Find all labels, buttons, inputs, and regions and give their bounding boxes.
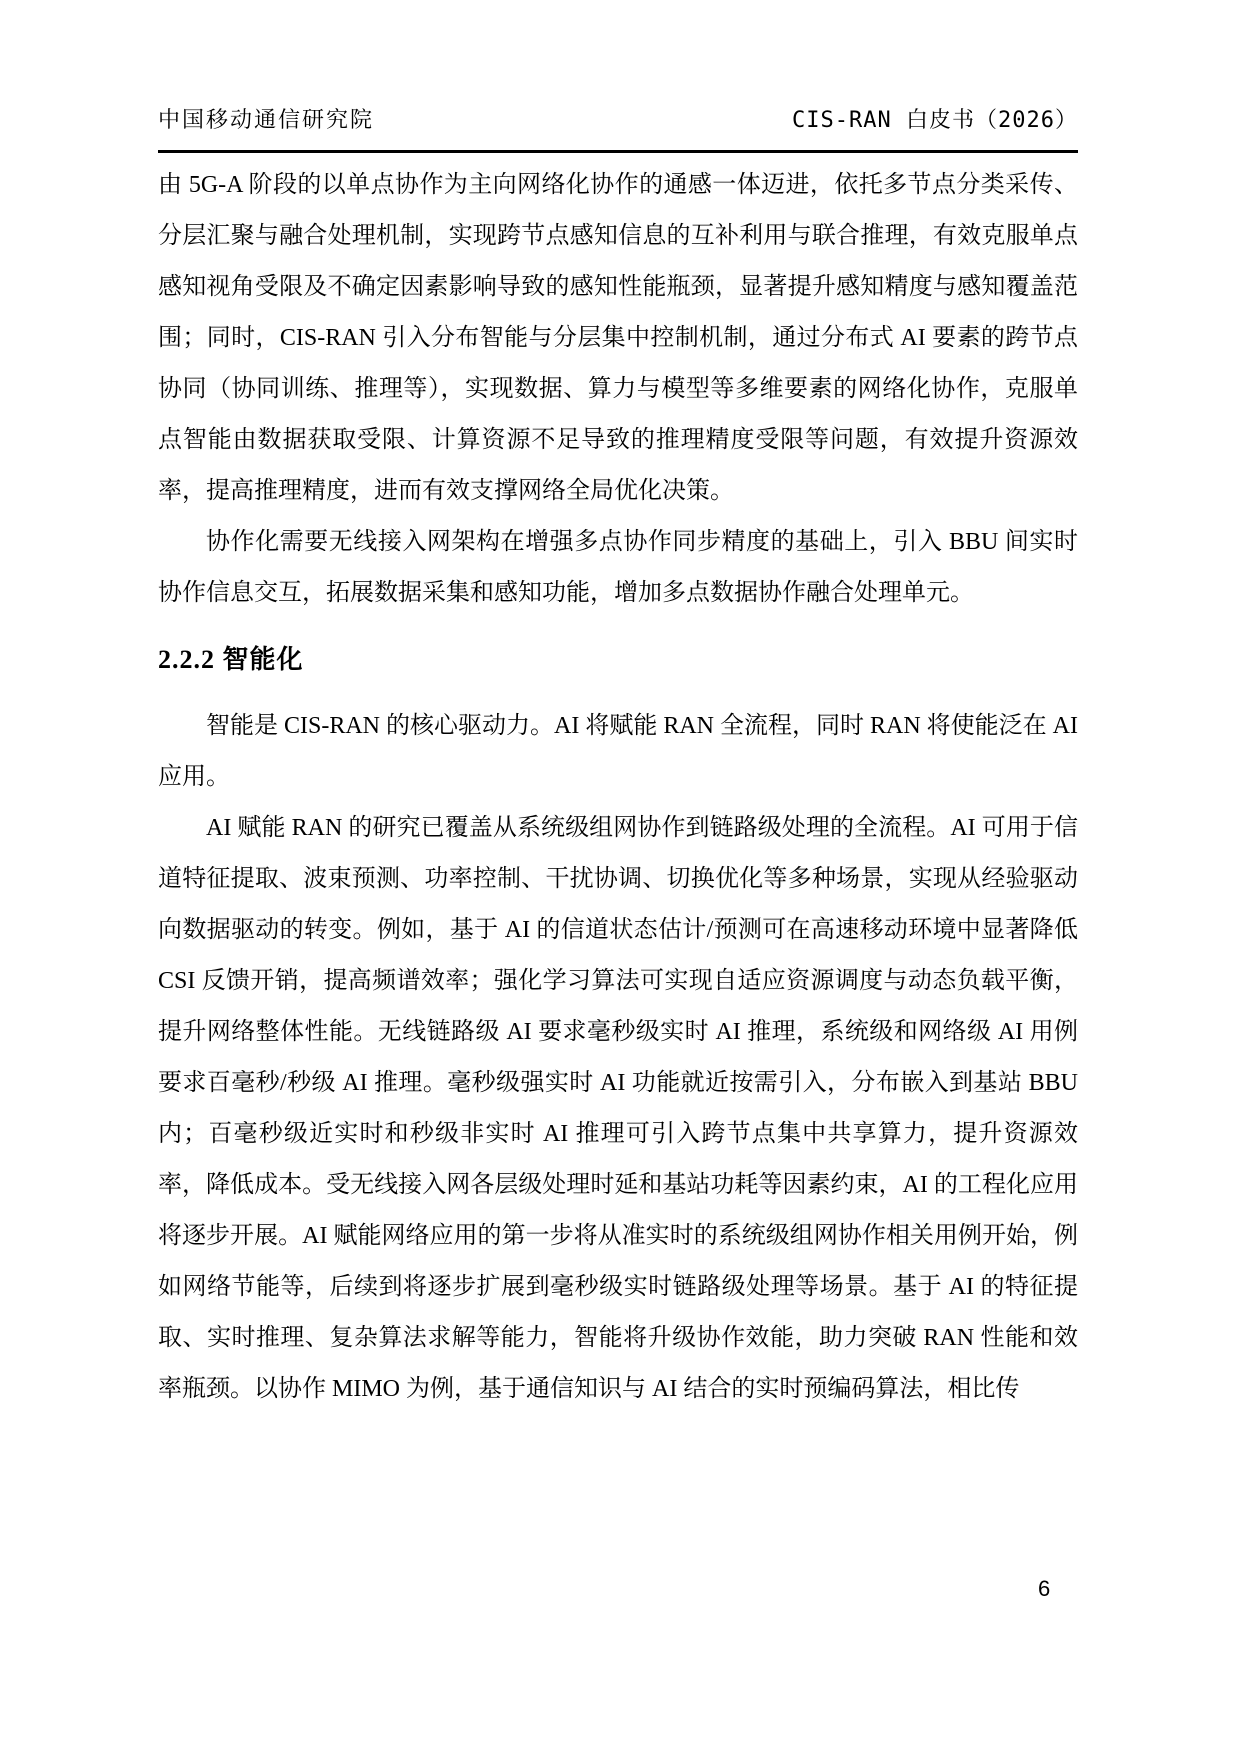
page-number: 6 bbox=[1038, 1576, 1051, 1601]
header-organization: 中国移动通信研究院 bbox=[158, 107, 375, 132]
paragraph-ai-core-driver: 智能是 CIS-RAN 的核心驱动力。AI 将赋能 RAN 全流程，同时 RAN 将使能泛在 AI 应用。 bbox=[158, 713, 1079, 790]
paragraph-ai-enabled-ran: AI 赋能 RAN 的研究已覆盖从系统级组网协作到链路级处理的全流程。AI 可用于信道特征提取、波束预测、功率控制、干扰协调、切换优化等多种场景，实现从经验驱动向数据驱动的转变。例如，基于 AI 的信道状态估计/预测可在高速移动环境中显著降低 CSI 反馈开销，提高频谱效率；强化学习算法可实现自适应资源调度与动态负载平衡，提升网络整体性能。无线链路级 AI 要求毫秒级实时 AI 推理，系统级和网络级 AI 用例要求百毫秒/秒级 AI 推理。毫秒级强实时 AI 功能就近按需引入，分布嵌入到基站 BBU 内；百毫秒级近实时和秒级非实时 AI 推理可引入跨节点集中共享算力，提升资源效率，降低成本。受无线接入网各层级处理时延和基站功耗等因素约束，AI 的工程化应用将逐步开展。AI 赋能网络应用的第一步将从准实时的系统级组网协作相关用例开始，例如网络节能等，后续到将逐步扩展到毫秒级实时链路级处理等场景。基于 AI 的特征提取、实时推理、复杂算法求解等能力，智能将升级协作效能，助力突破 RAN 性能和效率瓶颈。以协作 MIMO 为例，基于通信知识与 AI 结合的实时预编码算法，相比传 bbox=[158, 815, 1078, 1402]
document-body bbox=[158, 160, 1078, 1415]
header-document-title: CIS-RAN 白皮书（2026） bbox=[792, 108, 1078, 133]
paragraph-collaboration-requirement: 协作化需要无线接入网架构在增强多点协作同步精度的基础上，引入 BBU 间实时协作信息交互，拓展数据采集和感知功能，增加多点数据协作融合处理单元。 bbox=[158, 529, 1078, 606]
page-header bbox=[158, 103, 1078, 153]
paragraph-networked-sensing: 由 5G-A 阶段的以单点协作为主向网络化协作的通感一体迈进，依托多节点分类采传、分层汇聚与融合处理机制，实现跨节点感知信息的互补利用与联合推理，有效克服单点感知视角受限及不确定因素影响导致的感知性能瓶颈，显著提升感知精度与感知覆盖范围；同时，CIS-RAN 引入分布智能与分层集中控制机制，通过分布式 AI 要素的跨节点协同（协同训练、推理等），实现数据、算力与模型等多维要素的网络化协作，克服单点智能由数据获取受限、计算资源不足导致的推理精度受限等问题，有效提升资源效率，提高推理精度，进而有效支撑网络全局优化决策。 bbox=[158, 172, 1078, 504]
section-heading-intelligence: 2.2.2 智能化 bbox=[158, 645, 304, 674]
